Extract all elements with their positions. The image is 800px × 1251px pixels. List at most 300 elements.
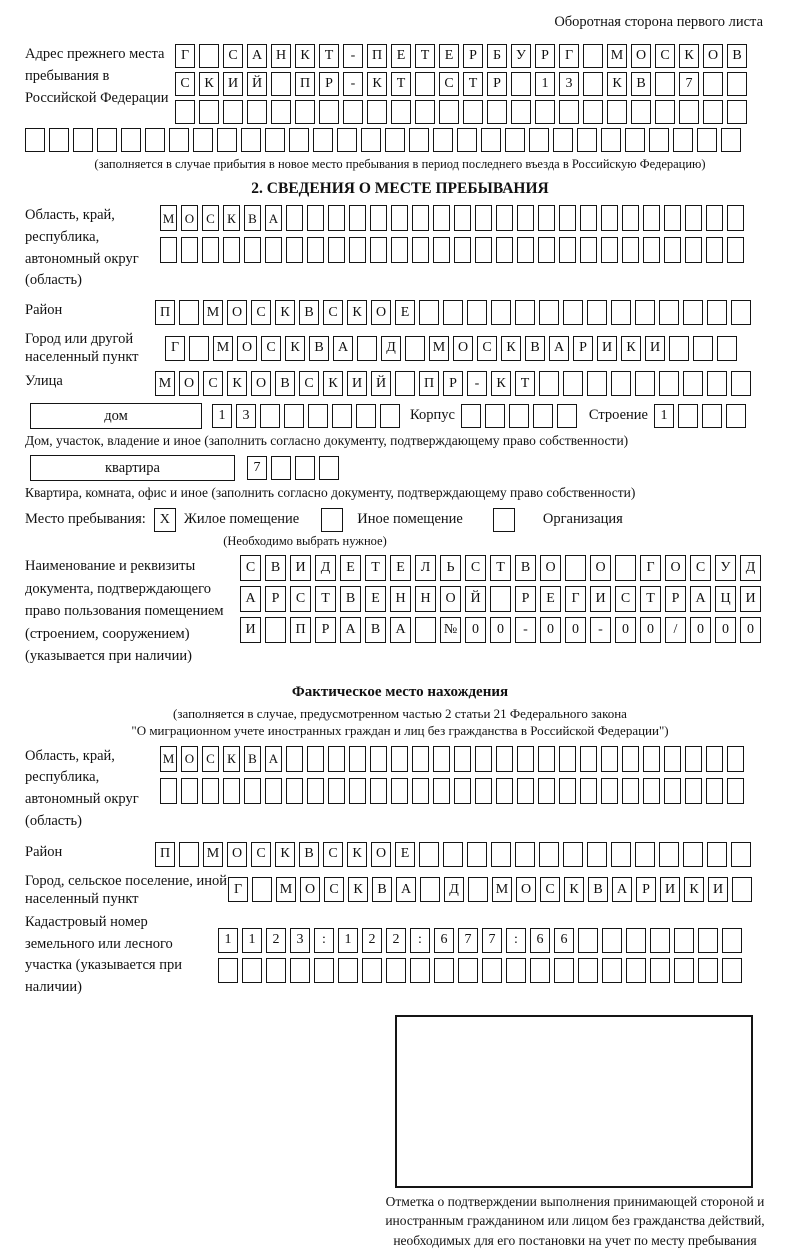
char-cell (419, 842, 439, 867)
char-cell (202, 237, 219, 263)
char-cell (475, 778, 492, 804)
char-cell (727, 237, 744, 263)
char-cell: И (645, 336, 665, 361)
char-cell: - (590, 617, 611, 643)
char-cell (179, 842, 199, 867)
char-cell (217, 128, 237, 152)
char-cell (679, 100, 699, 124)
char-cell (496, 237, 513, 263)
char-cell: 6 (554, 928, 574, 953)
char-cell: М (429, 336, 449, 361)
char-cell: У (511, 44, 531, 68)
district-block (25, 300, 775, 325)
char-cell (706, 746, 723, 772)
char-cell (349, 237, 366, 263)
char-cell: К (347, 842, 367, 867)
cadastral-row-2 (218, 958, 742, 983)
char-cell (559, 778, 576, 804)
char-cell (707, 371, 727, 396)
actual-district-block (25, 842, 775, 867)
stroenie-label: Строение (588, 407, 648, 424)
char-cell: 1 (535, 72, 555, 96)
char-cell (242, 958, 262, 983)
char-cell (433, 746, 450, 772)
char-cell: 7 (247, 456, 267, 480)
char-cell (458, 958, 478, 983)
char-cell (731, 300, 751, 325)
char-cell: Д (740, 555, 761, 581)
char-cell: Р (265, 586, 286, 612)
actual-region-label: Область, край, республика, автономный округ (область) (25, 747, 139, 829)
char-cell (703, 72, 723, 96)
char-cell: К (275, 300, 295, 325)
char-cell: Т (640, 586, 661, 612)
char-cell: А (240, 586, 261, 612)
char-cell: К (367, 72, 387, 96)
char-cell: С (251, 842, 271, 867)
char-cell (515, 842, 535, 867)
char-cell (338, 958, 358, 983)
char-cell (559, 100, 579, 124)
char-cell (385, 128, 405, 152)
char-cell (563, 842, 583, 867)
char-cell (655, 100, 675, 124)
actual-region-row-2 (160, 778, 744, 804)
char-cell (284, 404, 304, 428)
char-cell (659, 842, 679, 867)
char-cell: 0 (490, 617, 511, 643)
char-cell (265, 237, 282, 263)
char-cell: Е (395, 300, 415, 325)
char-cell (496, 205, 513, 231)
char-cell (412, 205, 429, 231)
char-cell: А (549, 336, 569, 361)
char-cell (578, 958, 598, 983)
char-cell (583, 44, 603, 68)
char-cell (678, 404, 698, 428)
stay-type-line (25, 508, 775, 532)
char-cell (433, 205, 450, 231)
char-cell: С (290, 586, 311, 612)
char-cell (703, 100, 723, 124)
char-cell (659, 371, 679, 396)
char-cell: П (419, 371, 439, 396)
option-organization-label: Организация (542, 511, 623, 528)
char-cell: П (295, 72, 315, 96)
char-cell (391, 237, 408, 263)
house-cells (212, 404, 400, 428)
char-cell: Р (487, 72, 507, 96)
section2-title: 2. СВЕДЕНИЯ О МЕСТЕ ПРЕБЫВАНИЯ (251, 180, 549, 197)
actual-region-row-1 (160, 746, 744, 772)
char-cell: К (347, 300, 367, 325)
char-cell: Т (391, 72, 411, 96)
char-cell (683, 842, 703, 867)
char-cell: О (179, 371, 199, 396)
char-cell (580, 205, 597, 231)
char-cell (420, 877, 440, 902)
prev-address-row-1 (175, 44, 747, 68)
char-cell: О (371, 300, 391, 325)
char-cell: М (203, 842, 223, 867)
char-cell: О (300, 877, 320, 902)
region-row-2 (160, 237, 744, 263)
char-cell: Е (439, 44, 459, 68)
char-cell (434, 958, 454, 983)
char-cell (539, 300, 559, 325)
char-cell: Р (315, 617, 336, 643)
char-cell (367, 100, 387, 124)
city-block (25, 330, 775, 366)
char-cell (308, 404, 328, 428)
actual-district-label: Район (25, 843, 63, 860)
char-cell (439, 100, 459, 124)
char-cell: К (607, 72, 627, 96)
char-cell (307, 205, 324, 231)
char-cell (511, 100, 531, 124)
char-cell: № (440, 617, 461, 643)
char-cell (615, 555, 636, 581)
char-cell (506, 958, 526, 983)
prev-address-block (25, 44, 775, 124)
char-cell: : (314, 928, 334, 953)
char-cell: А (265, 205, 282, 231)
char-cell: О (590, 555, 611, 581)
char-cell (412, 237, 429, 263)
region-row-1 (160, 205, 744, 231)
page-side-note: Оборотная сторона первого листа (554, 14, 763, 30)
char-cell (181, 237, 198, 263)
char-cell (622, 237, 639, 263)
stay-type-label: Место пребывания: (25, 511, 146, 528)
char-cell: С (690, 555, 711, 581)
document-row-3 (240, 617, 761, 643)
char-cell: К (199, 72, 219, 96)
char-cell (362, 958, 382, 983)
char-cell (625, 128, 645, 152)
char-cell (539, 371, 559, 396)
char-cell (685, 237, 702, 263)
region-label: Область, край, республика, автономный округ (область) (25, 207, 139, 289)
char-cell (252, 877, 272, 902)
char-cell (674, 928, 694, 953)
char-cell: Л (415, 555, 436, 581)
char-cell (295, 100, 315, 124)
street-label: Улица (25, 373, 63, 390)
char-cell: К (223, 746, 240, 772)
char-cell (160, 778, 177, 804)
char-cell: А (333, 336, 353, 361)
char-cell: О (251, 371, 271, 396)
char-cell (727, 205, 744, 231)
char-cell: И (708, 877, 728, 902)
char-cell (419, 300, 439, 325)
char-cell: С (323, 300, 343, 325)
char-cell (698, 928, 718, 953)
char-cell: Г (228, 877, 248, 902)
char-cell: О (631, 44, 651, 68)
char-cell (433, 128, 453, 152)
char-cell (405, 336, 425, 361)
char-cell (685, 205, 702, 231)
char-cell: А (390, 617, 411, 643)
char-cell (145, 128, 165, 152)
char-cell: И (597, 336, 617, 361)
char-cell (727, 746, 744, 772)
char-cell: И (223, 72, 243, 96)
char-cell: В (275, 371, 295, 396)
char-cell: Д (444, 877, 464, 902)
char-cell: С (324, 877, 344, 902)
char-cell (674, 958, 694, 983)
char-cell (223, 100, 243, 124)
char-cell (717, 336, 737, 361)
document-row-2 (240, 586, 761, 612)
char-cell (722, 958, 742, 983)
char-cell (650, 958, 670, 983)
document-row-1 (240, 555, 761, 581)
char-cell: 0 (640, 617, 661, 643)
char-cell: / (665, 617, 686, 643)
char-cell: С (251, 300, 271, 325)
char-cell (533, 404, 553, 428)
char-cell: О (516, 877, 536, 902)
char-cell: Й (465, 586, 486, 612)
char-cell: 0 (715, 617, 736, 643)
char-cell (25, 128, 45, 152)
char-cell (266, 958, 286, 983)
char-cell: В (588, 877, 608, 902)
char-cell: 7 (458, 928, 478, 953)
char-cell (271, 72, 291, 96)
actual-location-caption-1: (заполняется в случае, предусмотренном частью 2 статьи 21 Федерального закона (173, 705, 627, 721)
stay-type-note: (Необходимо выбрать нужное) (223, 534, 387, 549)
char-cell (485, 404, 505, 428)
char-cell (481, 128, 501, 152)
char-cell (290, 958, 310, 983)
char-cell: С (240, 555, 261, 581)
char-cell (454, 746, 471, 772)
char-cell: С (477, 336, 497, 361)
char-cell (409, 128, 429, 152)
char-cell (511, 72, 531, 96)
char-cell (601, 205, 618, 231)
char-cell: А (690, 586, 711, 612)
prev-address-label: Адрес прежнего места пребывания в Российской Федерации (25, 46, 169, 106)
char-cell (193, 128, 213, 152)
char-cell (707, 300, 727, 325)
char-cell (319, 456, 339, 480)
char-cell: С (202, 746, 219, 772)
char-cell (241, 128, 261, 152)
char-cell: Д (315, 555, 336, 581)
house-caption: Дом, участок, владение и иное (заполнить согласно документу, подтверждающему право собственности) (25, 433, 629, 449)
char-cell: 6 (434, 928, 454, 953)
char-cell (517, 778, 534, 804)
char-cell (732, 877, 752, 902)
char-cell (199, 44, 219, 68)
char-cell: К (621, 336, 641, 361)
char-cell: М (203, 300, 223, 325)
char-cell (370, 746, 387, 772)
char-cell: Г (565, 586, 586, 612)
char-cell (622, 205, 639, 231)
char-cell: Р (573, 336, 593, 361)
char-cell (410, 958, 430, 983)
char-cell: В (244, 205, 261, 231)
char-cell (265, 778, 282, 804)
char-cell: Е (395, 842, 415, 867)
char-cell: : (410, 928, 430, 953)
char-cell (475, 746, 492, 772)
char-cell: 0 (615, 617, 636, 643)
char-cell (271, 456, 291, 480)
char-cell (685, 746, 702, 772)
char-cell (467, 842, 487, 867)
char-cell (622, 778, 639, 804)
char-cell (538, 237, 555, 263)
char-cell (563, 371, 583, 396)
char-cell: Р (636, 877, 656, 902)
cadastral-label: Кадастровый номер земельного или лесного участка (указывается при наличии) (25, 913, 182, 996)
char-cell (223, 778, 240, 804)
char-cell: Е (391, 44, 411, 68)
char-cell (683, 371, 703, 396)
char-cell: А (396, 877, 416, 902)
char-cell: Й (247, 72, 267, 96)
char-cell: О (237, 336, 257, 361)
char-cell (349, 205, 366, 231)
char-cell (468, 877, 488, 902)
char-cell (457, 128, 477, 152)
char-cell: К (227, 371, 247, 396)
char-cell (286, 778, 303, 804)
char-cell (175, 100, 195, 124)
char-cell: - (467, 371, 487, 396)
char-cell: К (679, 44, 699, 68)
char-cell: А (340, 617, 361, 643)
char-cell: В (525, 336, 545, 361)
char-cell: Б (487, 44, 507, 68)
char-cell: У (715, 555, 736, 581)
char-cell (727, 778, 744, 804)
char-cell (332, 404, 352, 428)
char-cell: М (492, 877, 512, 902)
char-cell (559, 746, 576, 772)
char-cell (659, 300, 679, 325)
char-cell (328, 746, 345, 772)
char-cell (583, 100, 603, 124)
char-cell (607, 100, 627, 124)
char-cell: Р (319, 72, 339, 96)
char-cell (554, 958, 574, 983)
char-cell: В (631, 72, 651, 96)
char-cell (391, 778, 408, 804)
char-cell: П (155, 300, 175, 325)
char-cell: С (202, 205, 219, 231)
char-cell (664, 205, 681, 231)
city-row (165, 336, 737, 361)
char-cell (454, 778, 471, 804)
char-cell: Е (540, 586, 561, 612)
char-cell (463, 100, 483, 124)
checkbox-organization (493, 508, 515, 532)
char-cell (626, 958, 646, 983)
char-cell: А (247, 44, 267, 68)
document-label: Наименование и реквизиты документа, подтверждающего право пользования помещением (строением, сооружением) (указывается при наличии) (25, 558, 224, 665)
char-cell (726, 404, 746, 428)
char-cell (412, 746, 429, 772)
char-cell: Т (415, 44, 435, 68)
char-cell: А (265, 746, 282, 772)
char-cell (415, 617, 436, 643)
char-cell: С (655, 44, 675, 68)
char-cell: В (365, 617, 386, 643)
actual-city-block (25, 872, 775, 908)
char-cell (349, 746, 366, 772)
char-cell (587, 300, 607, 325)
char-cell (328, 237, 345, 263)
char-cell: И (290, 555, 311, 581)
char-cell (727, 100, 747, 124)
char-cell (631, 100, 651, 124)
apartment-cells (247, 456, 339, 480)
char-cell: С (175, 72, 195, 96)
char-cell: С (615, 586, 636, 612)
char-cell (121, 128, 141, 152)
confirmation-mark-box (395, 1015, 753, 1188)
prev-address-row-3 (175, 100, 747, 124)
char-cell: Ц (715, 586, 736, 612)
char-cell (563, 300, 583, 325)
char-cell: С (299, 371, 319, 396)
char-cell: Г (640, 555, 661, 581)
char-cell: М (160, 746, 177, 772)
char-cell (199, 100, 219, 124)
char-cell: О (453, 336, 473, 361)
char-cell (343, 100, 363, 124)
char-cell (349, 778, 366, 804)
char-cell: П (367, 44, 387, 68)
char-cell: Т (490, 555, 511, 581)
char-cell: Т (315, 586, 336, 612)
char-cell (580, 778, 597, 804)
char-cell (578, 928, 598, 953)
char-cell: 0 (540, 617, 561, 643)
checkbox-other-premises (321, 508, 343, 532)
char-cell (587, 371, 607, 396)
char-cell (577, 128, 597, 152)
char-cell: Г (165, 336, 185, 361)
char-cell: 0 (465, 617, 486, 643)
char-cell (626, 928, 646, 953)
char-cell (731, 371, 751, 396)
char-cell: П (290, 617, 311, 643)
char-cell (433, 778, 450, 804)
char-cell: К (684, 877, 704, 902)
char-cell: М (160, 205, 177, 231)
char-cell (314, 958, 334, 983)
char-cell: 2 (266, 928, 286, 953)
char-cell: К (348, 877, 368, 902)
char-cell (415, 100, 435, 124)
korpus-cells (461, 404, 577, 428)
char-cell: О (181, 205, 198, 231)
char-cell: М (607, 44, 627, 68)
char-cell (496, 746, 513, 772)
char-cell: Г (175, 44, 195, 68)
char-cell (319, 100, 339, 124)
